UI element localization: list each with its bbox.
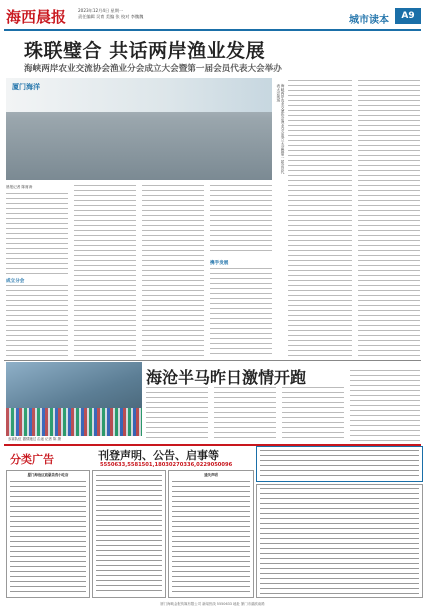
ad-right-text <box>260 488 419 594</box>
ad-2-text <box>96 475 162 593</box>
lead-col-1 <box>6 193 68 275</box>
crowd-pattern <box>6 408 142 436</box>
ads-phone: 5550633,5581501,18030270336,0229050096 <box>100 462 233 468</box>
masthead-logo: 海西晨报 <box>6 8 67 26</box>
ad-box-right <box>256 484 423 598</box>
masthead-info <box>78 8 208 24</box>
lead-byline: 晨报记者 陈财涛 <box>6 185 33 189</box>
ad-box-left <box>6 470 90 598</box>
race-col-3 <box>282 387 344 442</box>
lead-col-2 <box>74 185 136 357</box>
lead-col-5 <box>288 80 352 357</box>
date-line: 2023年12月4日 星期一 <box>78 8 124 13</box>
header-rule <box>4 29 421 31</box>
race-photo <box>6 362 142 436</box>
ad-3-text <box>172 481 250 593</box>
lead-col-6 <box>358 80 420 357</box>
ad-box-top-right <box>256 446 423 482</box>
ad-box-2 <box>92 470 166 598</box>
race-photo-caption: 参赛队伍 激情跑过 沿途 记者 陈 摄 <box>8 437 61 441</box>
race-col-4 <box>350 370 420 442</box>
lead-col-4a <box>210 185 272 255</box>
ad-loss-title: 遗失声明 <box>204 473 218 477</box>
page-number: A9 <box>395 8 421 24</box>
race-col-2 <box>214 387 276 442</box>
ads-title: 分类广告 <box>10 453 54 466</box>
lead-photo <box>6 78 272 180</box>
lead-subhead: 海峡两岸农业交流协会渔业分会成立大会暨第一届会员代表大会举办 <box>24 64 282 74</box>
lead-col-1b <box>6 285 68 357</box>
story-divider <box>4 360 421 361</box>
editor-line: 责任编辑 吴育 美编 张 校对 李魏魏 <box>78 14 144 19</box>
lead-headline: 珠联璧合 共话两岸渔业发展 <box>24 40 266 62</box>
race-col-1 <box>146 387 208 442</box>
lead-col-4b <box>210 268 272 357</box>
photo-banner <box>6 78 272 112</box>
race-headline: 海沧半马昨日激情开跑 <box>146 368 307 387</box>
lead-photo-caption: 海峡两岸农业交流协会渔业分会成立大会暨第一届会员代表大会现场 <box>276 84 285 174</box>
event-logo: 厦门海洋 <box>12 83 40 91</box>
ad-tr-text <box>260 450 419 478</box>
lead-col-3 <box>142 185 204 357</box>
ad-notice-title: 厦门海沧区宸豪美食小吃店 <box>27 473 69 477</box>
lead-subhead-1: 成立分会 <box>6 279 25 284</box>
section-name: 城市读本 <box>349 15 389 26</box>
ads-notice-title: 刊登声明、公告、启事等 <box>98 449 219 462</box>
ad-left-text <box>10 481 86 593</box>
footer-line: 厦门海峡金报传媒有限公司 新闻热线 5550633 地址 厦门市湖滨南路 <box>160 602 265 606</box>
ad-box-3 <box>168 470 254 598</box>
lead-subhead-2: 携手发展 <box>210 261 229 266</box>
